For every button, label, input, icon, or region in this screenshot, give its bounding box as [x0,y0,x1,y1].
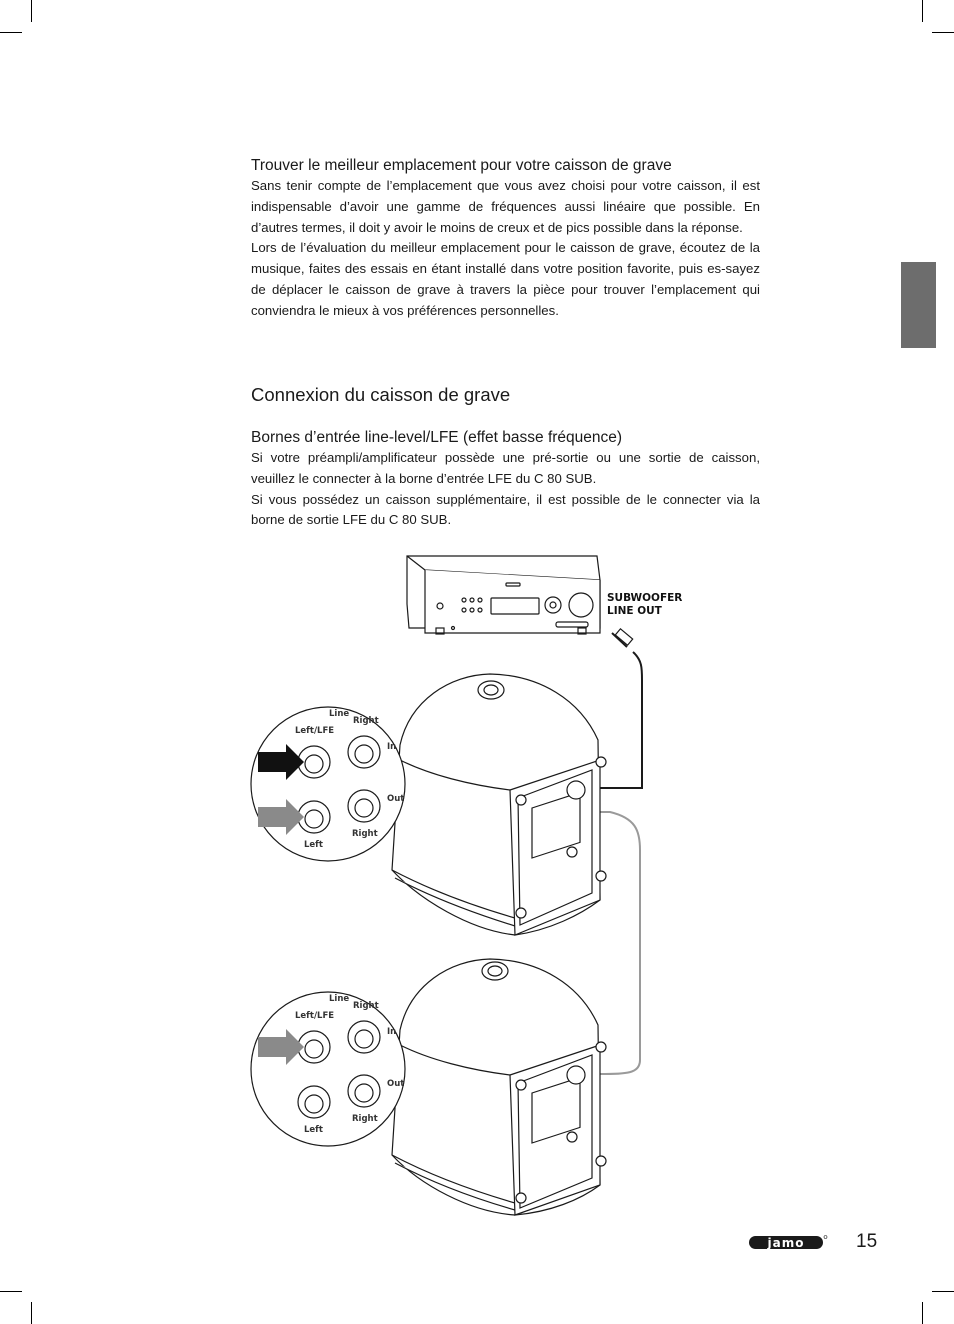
crop-mark [0,32,22,33]
crop-mark [0,1291,22,1292]
receiver-illustration [407,556,600,634]
placement-paragraph-1: Sans tenir compte de l’emplacement que vous avez choisi pour votre caisson, il est indispensable d’avoir une gamme de fréquences aussi linéaire que possible. En d’autres termes, il doit y avoir le moins de creux et de pics possible dans la réponse. [251,178,760,235]
section-tab-marker [901,262,936,348]
connection-heading: Connexion du caisson de grave [251,384,511,405]
label-left: Left [304,1125,323,1135]
label-left: Left [304,840,323,850]
placement-heading: Trouver le meilleur emplacement pour votre caisson de grave [251,157,672,174]
label-right: Right [353,1001,379,1011]
label-in: In [387,742,397,752]
callout-subwoofer: SUBWOOFER [607,592,683,604]
connection-subheading: Bornes d’entrée line-level/LFE (effet basse fréquence) [251,429,623,446]
label-right: Right [353,716,379,726]
label-line: Line [329,994,350,1004]
placement-section [251,156,760,322]
connection-paragraph-2: Si vous possédez un caisson supplémentaire, il est possible de le connecter via la borne de sortie LFE du C 80 SUB. [251,491,760,528]
connection-section [251,383,760,531]
callout-line-out: LINE OUT [607,605,662,617]
page-number: 15 [856,1231,878,1252]
connection-diagram [240,548,700,1228]
placement-paragraph-2: Lors de l’évaluation du meilleur emplacement pour le caisson de grave, écoutez de la musique, faites des essais en étant installé dans votre position favorite, puis es-sayez de déplacer le caisson de grave à travers la pièce pour trouver l’emplacement qui conviendra le mieux à vos préférences personnelles. [251,240,760,318]
jamo-logo [748,1230,828,1254]
jack-panel-bottom [251,992,405,1146]
connection-paragraph-1: Si votre préampli/amplificateur possède une pré-sortie ou une sortie de caisson, veuillez le connecter à la borne d’entrée LFE du C 80 SUB. [251,450,760,486]
crop-mark [922,1302,923,1324]
jack-panel-top [251,707,405,861]
svg-text:jamo: jamo [767,1236,805,1250]
subwoofer-top-illustration [392,674,606,935]
crop-mark [922,0,923,22]
crop-mark [31,0,32,22]
rca-plug-icon [615,629,632,645]
label-line: Line [329,709,350,719]
label-right-out: Right [352,829,378,839]
label-left-lfe: Left/LFE [295,1011,335,1021]
crop-mark [31,1302,32,1324]
label-out: Out [387,1079,405,1089]
label-out: Out [387,794,405,804]
label-left-lfe: Left/LFE [295,726,335,736]
subwoofer-bottom-illustration [392,959,606,1215]
crop-mark [932,32,954,33]
label-in: In [387,1027,397,1037]
label-right-out: Right [352,1114,378,1124]
crop-mark [932,1291,954,1292]
